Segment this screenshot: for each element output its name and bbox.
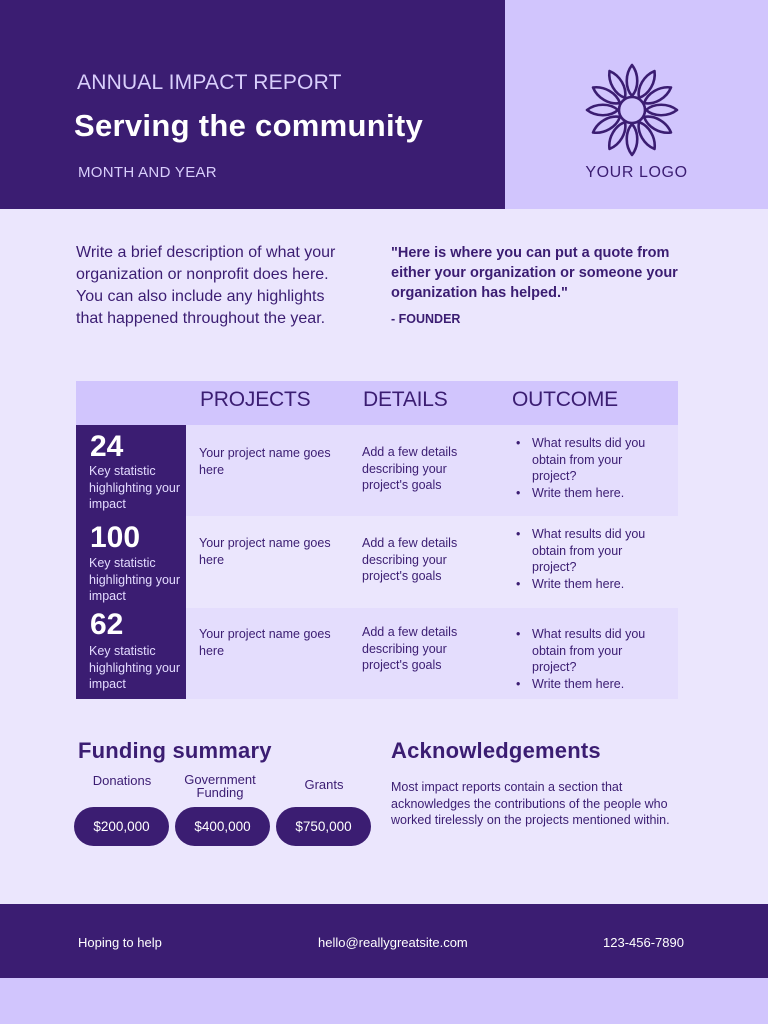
footer-tagline: Hoping to help	[78, 935, 162, 950]
footer-phone: 123-456-7890	[603, 935, 684, 950]
project-name: Your project name goes here	[199, 536, 331, 567]
stat-description: Key statistic highlighting your impact	[89, 556, 181, 603]
project-name: Your project name goes here	[199, 446, 331, 477]
funding-summary-title: Funding summary	[78, 738, 272, 763]
page-title: Serving the community	[74, 108, 424, 143]
logo-text: YOUR LOGO	[585, 164, 688, 181]
footer-email-link[interactable]: hello@reallygreatsite.com	[318, 935, 468, 950]
outcome-item: • What results did you obtain from your project?	[516, 526, 666, 576]
project-name: Your project name goes here	[199, 627, 331, 658]
outcome-item: • What results did you obtain from your project?	[516, 626, 666, 676]
outcome-item: • Write them here.	[516, 576, 666, 593]
stat-number: 100	[90, 521, 141, 554]
funding-label-grants: Grants	[304, 777, 344, 792]
column-header-projects: PROJECTS	[200, 388, 311, 411]
project-outcome	[516, 626, 666, 692]
report-date: MONTH AND YEAR	[78, 164, 217, 181]
report-kicker: ANNUAL IMPACT REPORT	[77, 71, 342, 94]
outcome-item: • What results did you obtain from your project?	[516, 435, 666, 485]
flower-logo-icon	[582, 62, 682, 158]
column-header-details: DETAILS	[363, 388, 448, 411]
organization-description: Write a brief description of what your organization or nonprofit does here. You can also include any highlights that happened throughout the year.	[76, 244, 336, 327]
funding-amount-grants: $750,000	[276, 807, 371, 846]
project-details: Add a few details describing your project's goals	[362, 445, 458, 492]
funding-label-government: Government Funding	[184, 772, 256, 800]
acknowledgements-text: Most impact reports contain a section that acknowledges the contributions of the people who worked tirelessly on the projects mentioned within.	[391, 780, 670, 827]
column-header-outcome: OUTCOME	[512, 388, 618, 411]
header-banner	[0, 0, 505, 209]
funding-label-donations: Donations	[92, 773, 152, 788]
stat-description: Key statistic highlighting your impact	[89, 644, 181, 691]
funding-amount-government: $400,000	[175, 807, 270, 846]
bottom-band	[0, 978, 768, 1024]
project-outcome	[516, 435, 666, 501]
founder-quote: "Here is where you can put a quote from either your organization or someone your organization has helped."	[391, 245, 678, 301]
project-details: Add a few details describing your project's goals	[362, 625, 458, 672]
acknowledgements-title: Acknowledgements	[391, 738, 601, 763]
stat-description: Key statistic highlighting your impact	[89, 464, 181, 511]
project-details: Add a few details describing your project's goals	[362, 536, 458, 583]
project-outcome	[516, 526, 666, 592]
outcome-item: • Write them here.	[516, 485, 666, 502]
funding-amount-donations: $200,000	[74, 807, 169, 846]
quote-attribution: - FOUNDER	[391, 312, 461, 326]
outcome-item: • Write them here.	[516, 676, 666, 693]
stat-number: 24	[90, 430, 124, 463]
stat-number: 62	[90, 608, 124, 641]
